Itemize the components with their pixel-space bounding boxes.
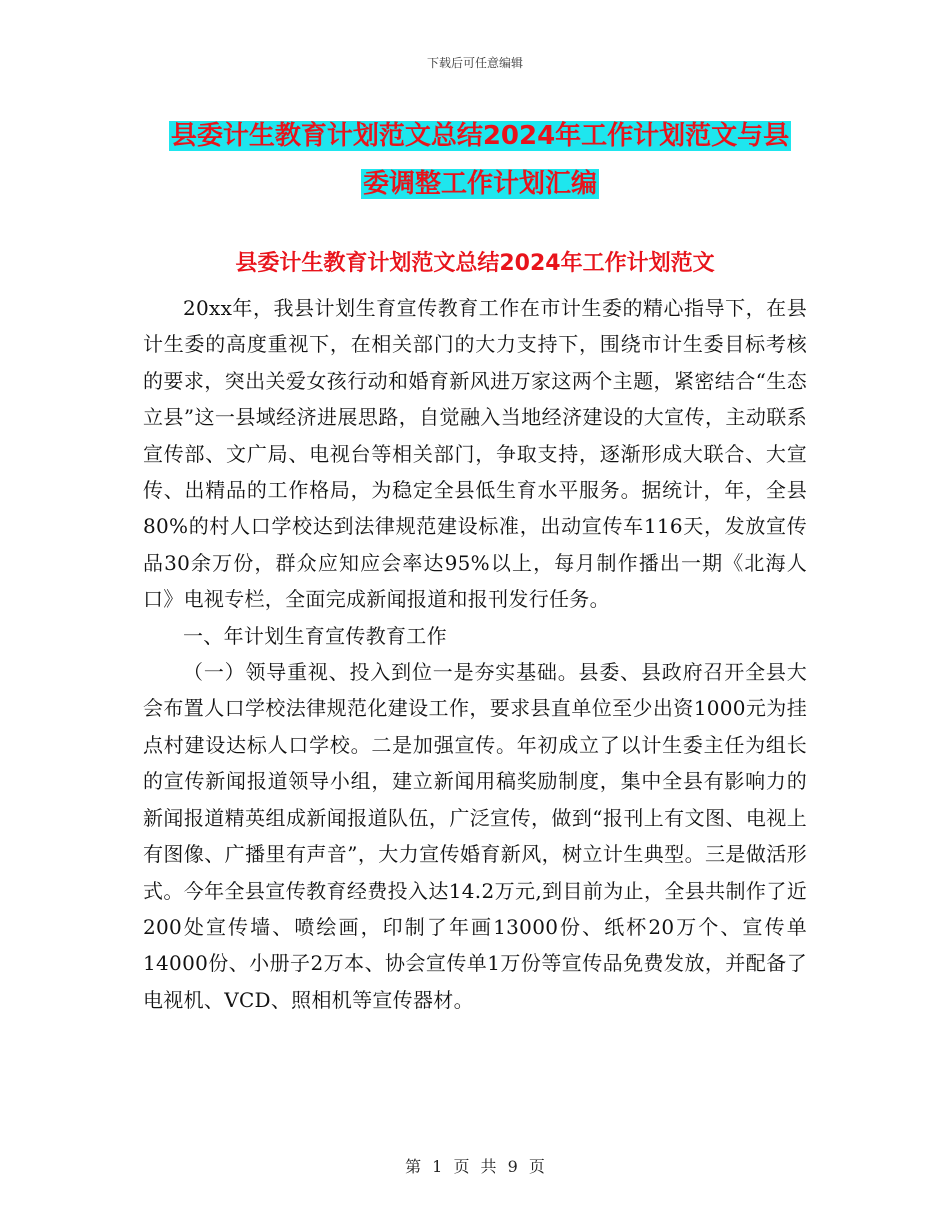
- header-note: 下载后可任意编辑: [426, 56, 523, 70]
- document-body: [143, 290, 807, 1018]
- page-number: 第 1 页 共 9 页: [405, 1157, 545, 1176]
- title-line-2: 委调整工作计划汇编: [362, 169, 597, 199]
- paragraph-leadership: （一）领导重视、投入到位一是夯实基础。县委、县政府召开全县大会布置人口学校法律规范化建设工作，要求县直单位至少出资1000元为挂点村建设达标人口学校。二是加强宣传。年初成立了以计生委主任为组长的宣传新闻报道领导小组，建立新闻用稿奖励制度，集中全县有影响力的新闻报道精英组成新闻报道队伍，广泛宣传，做到“报刊上有文图、电视上有图像、广播里有声音”，大力宣传婚育新风，树立计生典型。三是做活形式。今年全县宣传教育经费投入达14.2万元,到目前为止，全县共制作了近200处宣传墙、喷绘画，印制了年画13000份、纸杯20万个、宣传单14000份、小册子2万本、协会宣传单1万份等宣传品免费发放，并配备了电视机、VCD、照相机等宣传器材。: [143, 660, 807, 1012]
- section-title: 县委计生教育计划范文总结2024年工作计划范文: [235, 251, 715, 276]
- paragraph-heading: 一、年计划生育宣传教育工作: [183, 623, 447, 648]
- title-line-1: 县委计生教育计划范文总结2024年工作计划范文与县: [170, 121, 790, 151]
- paragraph-intro: 20xx年，我县计划生育宣传教育工作在市计生委的精心指导下，在县计生委的高度重视下，在相关部门的大力支持下，围绕市计生委目标考核的要求，突出关爱女孩行动和婚育新风进万家这两个主题，紧密结合“生态立县”这一县域经济进展思路，自觉融入当地经济建设的大宣传，主动联系宣传部、文广局、电视台等相关部门，争取支持，逐渐形成大联合、大宣传、出精品的工作格局，为稳定全县低生育水平服务。据统计，年，全县80%的村人口学校达到法律规范建设标准，出动宣传车116天，发放宣传品30余万份，群众应知应会率达95%以上，每月制作播出一期《北海人口》电视专栏，全面完成新闻报道和报刊发行任务。: [143, 296, 807, 612]
- document-title: [130, 112, 830, 208]
